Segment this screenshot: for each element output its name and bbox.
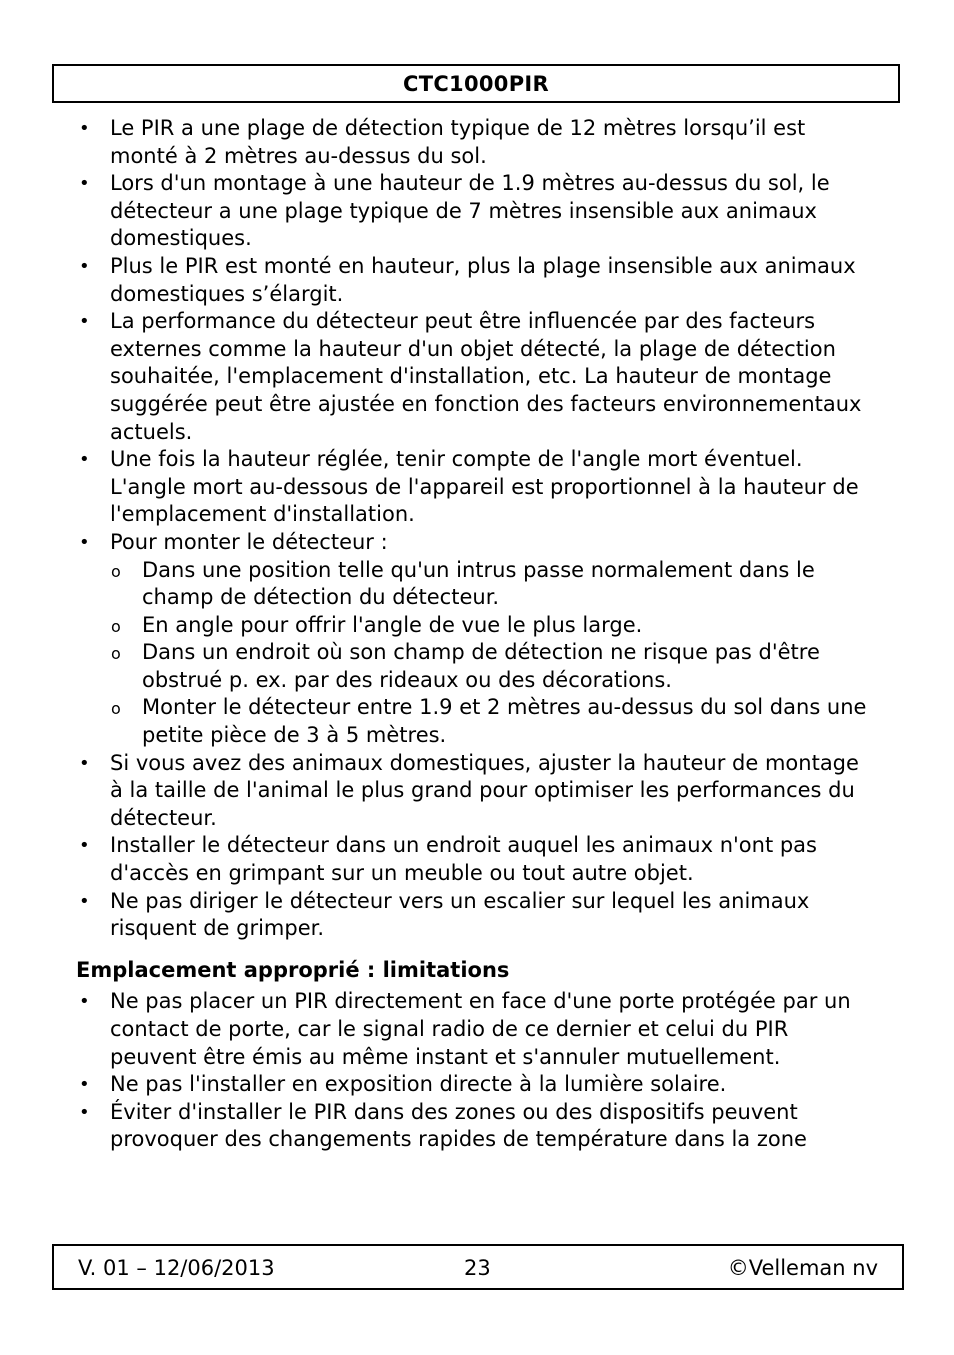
list-item: • Ne pas l'installer en exposition directe à la lumière solaire. [76,1071,876,1099]
list-item: • Une fois la hauteur réglée, tenir compte de l'angle mort éventuel. L'angle mort au-dessous de l'appareil est proportionnel à la hauteur de l'emplacement d'installation. [76,446,876,529]
list-item-text: Pour monter le détecteur : [110,529,388,554]
sub-list-item: o Dans un endroit où son champ de détection ne risque pas d'être obstrué p. ex. par des rideaux ou des décorations. [110,639,876,694]
list-item: • Si vous avez des animaux domestiques, ajuster la hauteur de montage à la taille de l'animal le plus grand pour optimiser les performances du détecteur. [76,750,876,833]
document-title: CTC1000PIR [403,71,549,96]
list-item: • Lors d'un montage à une hauteur de 1.9 mètres au-dessus du sol, le détecteur a une plage typique de 7 mètres insensible aux animaux domestiques. [76,170,876,253]
footer-box [52,1244,904,1290]
sub-list-item: o En angle pour offrir l'angle de vue le plus large. [110,612,876,640]
section-heading: Emplacement approprié : limitations [76,957,510,982]
list-item: • Le PIR a une plage de détection typique de 12 mètres lorsqu’il est monté à 2 mètres au-dessus du sol. [76,115,876,170]
list-item: • Ne pas placer un PIR directement en face d'une porte protégée par un contact de porte, car le signal radio de ce dernier et celui du PIR peuvent être émis au même instant et s'annuler mutuellement. [76,988,876,1071]
sub-list [110,557,876,750]
list-item: • La performance du détecteur peut être influencée par des facteurs externes comme la hauteur d'un objet détecté, la plage de détection souhaitée, l'emplacement d'installation, etc. La hauteur de montage suggérée peut être ajustée en fonction des facteurs environnementaux actuels. [76,308,876,446]
list-item: • Plus le PIR est monté en hauteur, plus la plage insensible aux animaux domestiques s’élargit. [76,253,876,308]
bullet-list-limitations [76,988,876,1154]
list-item: • Ne pas diriger le détecteur vers un escalier sur lequel les animaux risquent de grimper. [76,888,876,943]
list-item: • Éviter d'installer le PIR dans des zones ou des dispositifs peuvent provoquer des changements rapides de température dans la zone [76,1099,876,1154]
list-item: • Installer le détecteur dans un endroit auquel les animaux n'ont pas d'accès en grimpant sur un meuble ou tout autre objet. [76,832,876,887]
sub-list-item: o Monter le détecteur entre 1.9 et 2 mètres au-dessus du sol dans une petite pièce de 3 à 5 mètres. [110,694,876,749]
bullet-list-mounting [76,115,876,943]
footer-copyright: ©Velleman nv [727,1256,878,1280]
page-number: 23 [464,1256,491,1280]
footer-version: V. 01 – 12/06/2013 [78,1256,275,1280]
list-item-with-sublist [76,529,876,750]
header-box [52,64,900,103]
page-content [76,115,876,1154]
sub-list-item: o Dans une position telle qu'un intrus passe normalement dans le champ de détection du détecteur. [110,557,876,612]
